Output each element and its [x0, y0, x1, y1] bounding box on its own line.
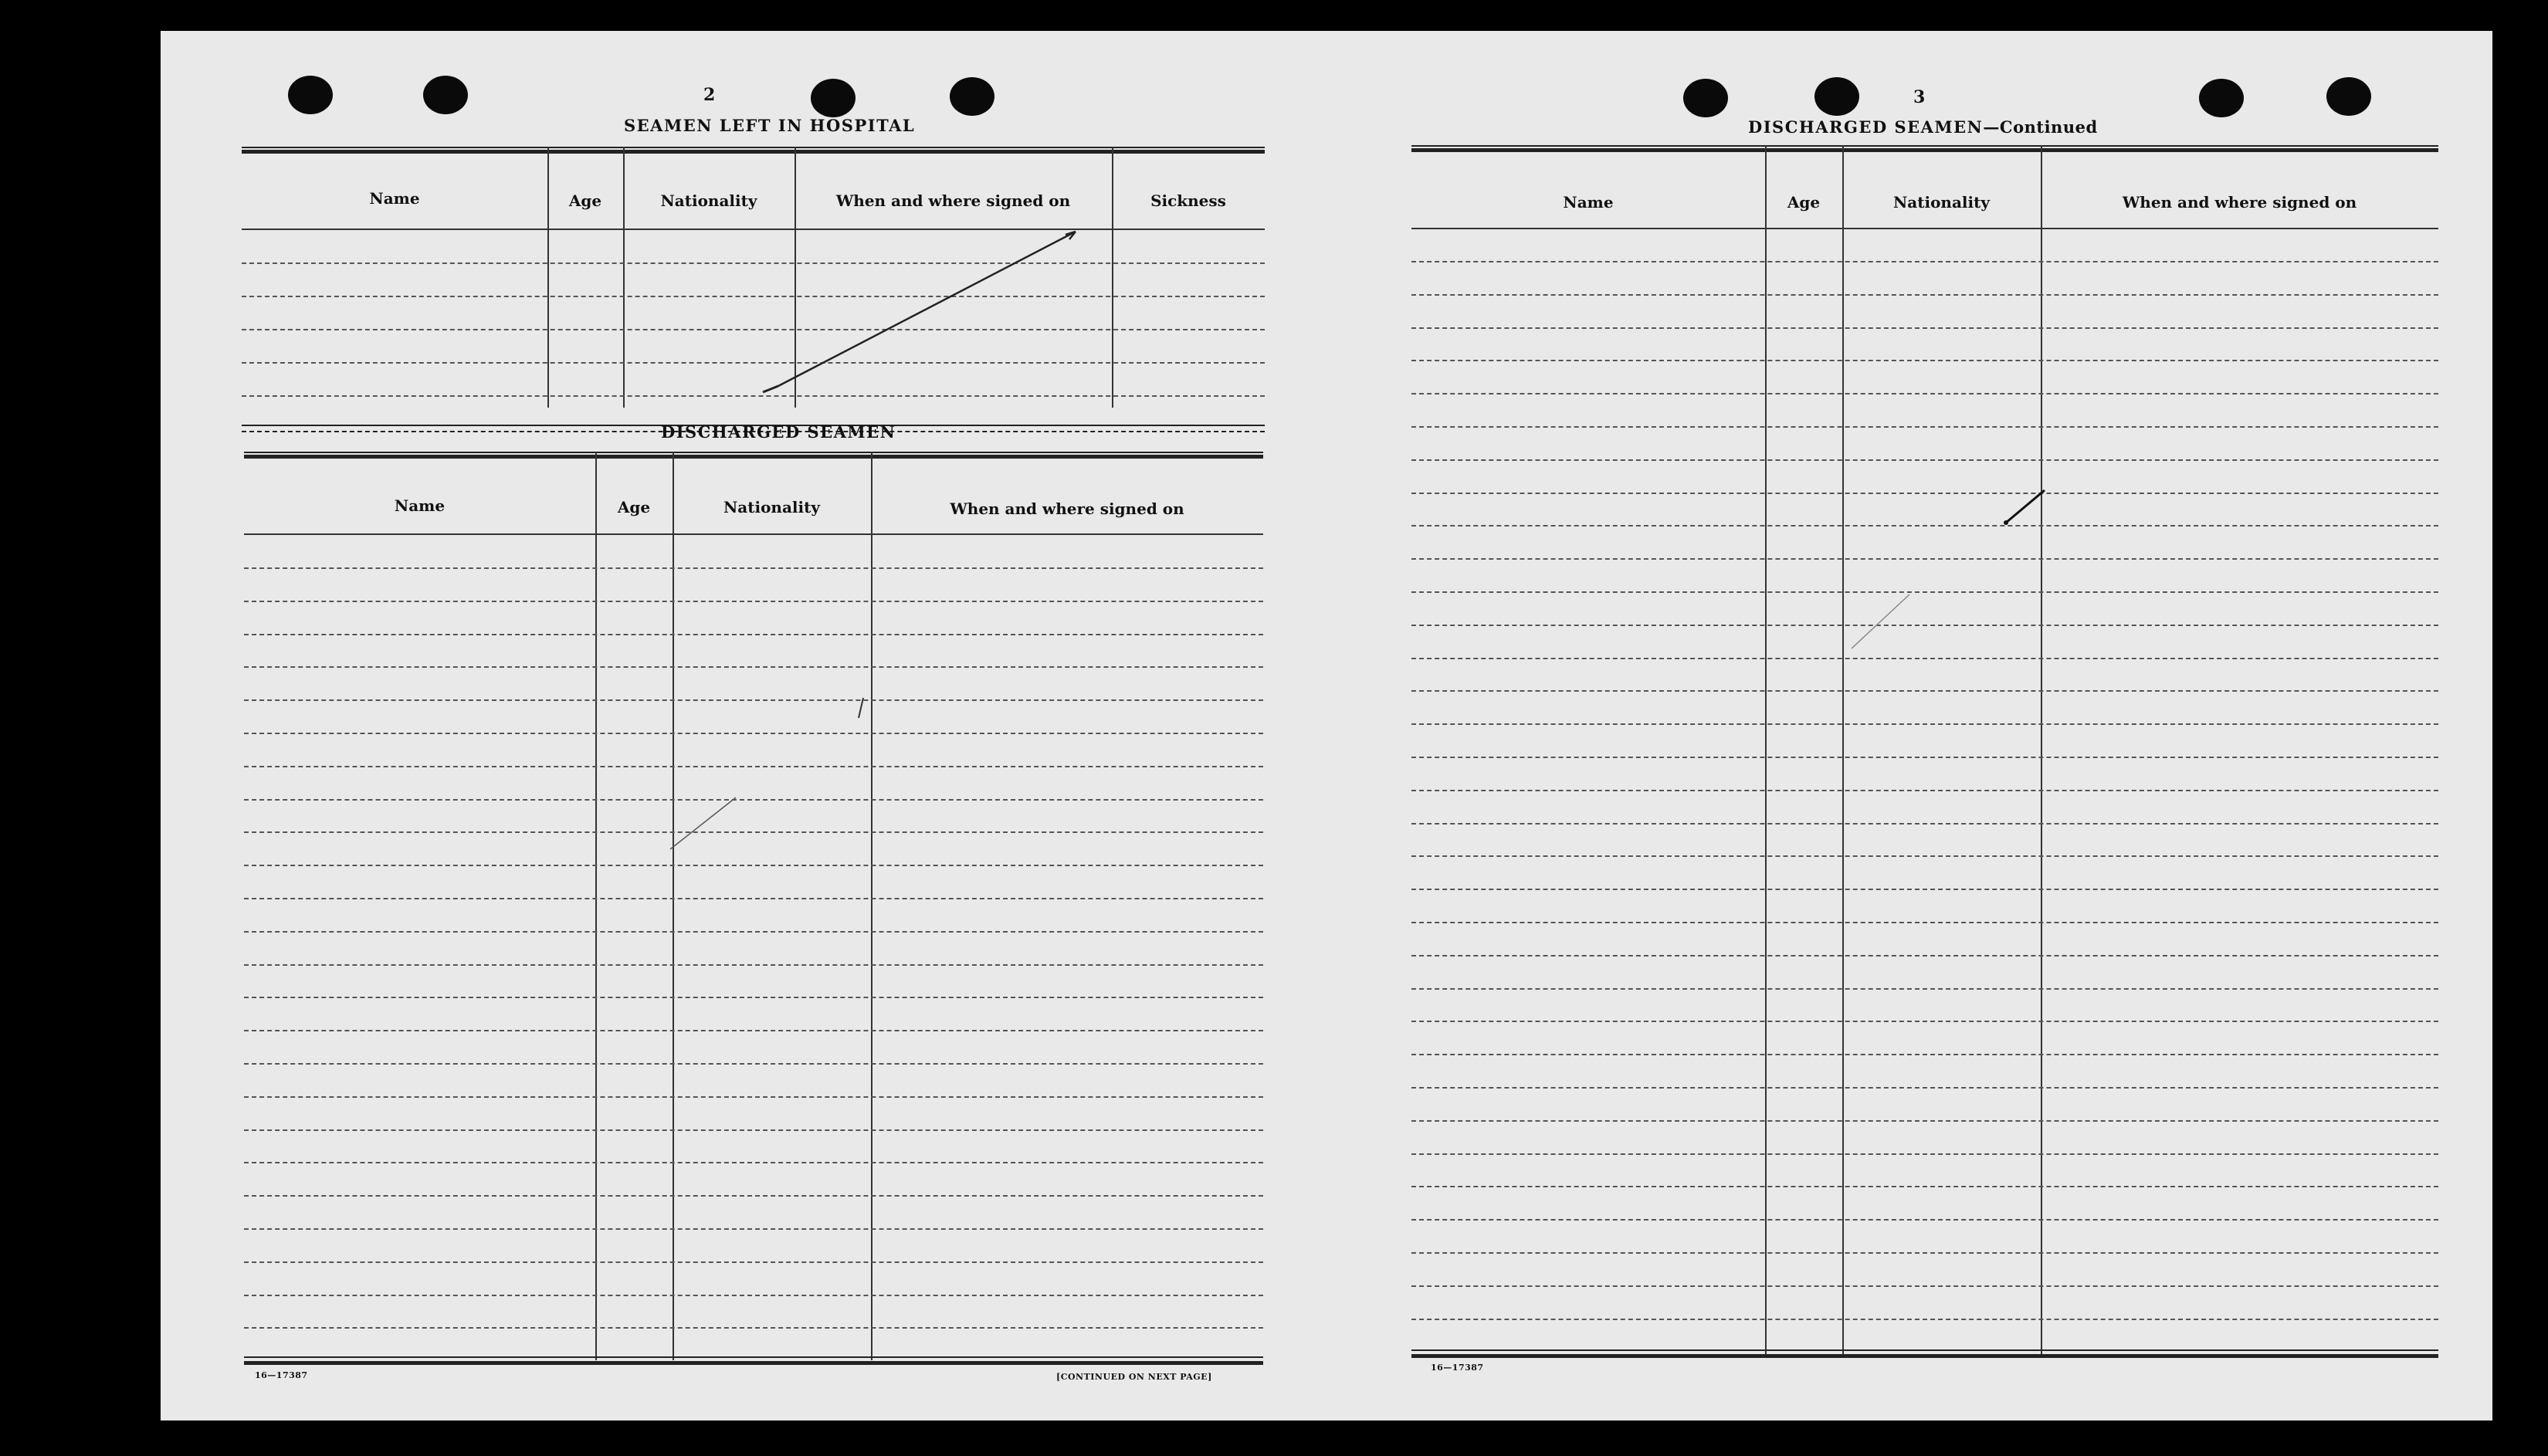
table-row: [1411, 493, 2438, 494]
discharged-continued-table: [1411, 145, 2438, 1357]
pen-mark: [1844, 587, 1921, 656]
table-row: [244, 1195, 1263, 1197]
table-row: [244, 964, 1263, 966]
form-number: 16—17387: [1431, 1363, 1484, 1373]
table-row: [244, 1096, 1263, 1098]
table-row: [1411, 723, 2438, 725]
col-header-name: Name: [394, 496, 446, 515]
continued-note: [CONTINUED ON NEXT PAGE]: [1056, 1372, 1212, 1382]
table-row: [244, 1162, 1263, 1163]
pen-mark: [662, 791, 755, 853]
table-row: [1411, 658, 2438, 659]
col-header-name: Name: [369, 189, 420, 208]
table-row: [1411, 1252, 2438, 1254]
table-row: [1411, 690, 2438, 692]
table-row: [1411, 327, 2438, 329]
table-row: [244, 1063, 1263, 1065]
page-number: 2: [703, 85, 716, 105]
table-row: [244, 634, 1263, 635]
table-row: [1411, 426, 2438, 428]
table-row: [1411, 558, 2438, 560]
binder-hole: [1683, 79, 1728, 117]
table-row: [1411, 922, 2438, 923]
table-row: [1411, 1219, 2438, 1221]
table-row: [244, 733, 1263, 734]
table-row: [1411, 294, 2438, 296]
table-row: [1411, 1054, 2438, 1055]
binder-hole: [811, 79, 856, 117]
binder-hole: [288, 76, 333, 114]
table-row: [244, 997, 1263, 998]
table-row: [244, 1228, 1263, 1230]
discharged-continued-title: DISCHARGED SEAMEN—Continued: [1748, 117, 2098, 137]
col-header-signed-on: When and where signed on: [2122, 193, 2357, 212]
col-header-nationality: Nationality: [660, 191, 757, 210]
table-row: [1411, 988, 2438, 990]
binder-hole: [950, 77, 994, 116]
table-row: [244, 898, 1263, 899]
table-row: [1411, 591, 2438, 593]
hospital-section-title: SEAMEN LEFT IN HOSPITAL: [624, 116, 916, 135]
table-row: [244, 601, 1263, 602]
table-row: [244, 931, 1263, 933]
col-header-nationality: Nationality: [1893, 193, 1990, 212]
table-row: [244, 567, 1263, 569]
table-row: [244, 1261, 1263, 1263]
table-row: [1411, 393, 2438, 394]
pen-mark: [593, 193, 1087, 425]
table-row: [1411, 360, 2438, 361]
col-header-name: Name: [1563, 193, 1614, 212]
page-number: 3: [1913, 87, 1926, 107]
binder-hole: [2199, 79, 2244, 117]
discharged-section-title: DISCHARGED SEAMEN: [661, 422, 896, 442]
discharged-table: [244, 452, 1263, 1366]
binder-hole: [2326, 77, 2371, 116]
table-row: [1411, 1319, 2438, 1320]
table-row: [1411, 790, 2438, 791]
table-row: [244, 1129, 1263, 1131]
table-row: [244, 865, 1263, 866]
table-row: [1411, 525, 2438, 527]
table-row: [1411, 261, 2438, 262]
table-row: [1411, 459, 2438, 461]
pen-mark: [854, 695, 869, 726]
binder-hole: [423, 76, 468, 114]
table-row: [244, 1327, 1263, 1329]
table-row: [244, 699, 1263, 701]
table-row: [1411, 757, 2438, 758]
table-row: [1411, 1021, 2438, 1022]
table-row: [1411, 1153, 2438, 1155]
table-row: [1411, 625, 2438, 626]
table-row: [1411, 955, 2438, 957]
table-row: [1411, 1186, 2438, 1187]
binder-hole: [1814, 77, 1859, 116]
table-row: [244, 1295, 1263, 1296]
table-row: [1411, 1120, 2438, 1122]
table-row: [1411, 889, 2438, 890]
right-page: [1404, 31, 2492, 1420]
table-row: [244, 666, 1263, 668]
form-number: 16—17387: [255, 1370, 308, 1380]
col-header-signed-on: When and where signed on: [835, 191, 1071, 210]
left-page: [161, 31, 1404, 1420]
col-header-signed-on: When and where signed on: [950, 499, 1184, 518]
table-row: [244, 766, 1263, 767]
table-row: [244, 1030, 1263, 1031]
col-header-age: Age: [617, 498, 651, 516]
col-header-sickness: Sickness: [1150, 191, 1226, 210]
table-row: [1411, 1285, 2438, 1287]
col-header-nationality: Nationality: [723, 498, 820, 516]
col-header-age: Age: [1787, 193, 1821, 212]
table-row: [1411, 1087, 2438, 1089]
table-row: [1411, 823, 2438, 825]
table-row: [1411, 855, 2438, 857]
col-header-age: Age: [568, 191, 602, 210]
pen-mark: [1991, 483, 2052, 529]
